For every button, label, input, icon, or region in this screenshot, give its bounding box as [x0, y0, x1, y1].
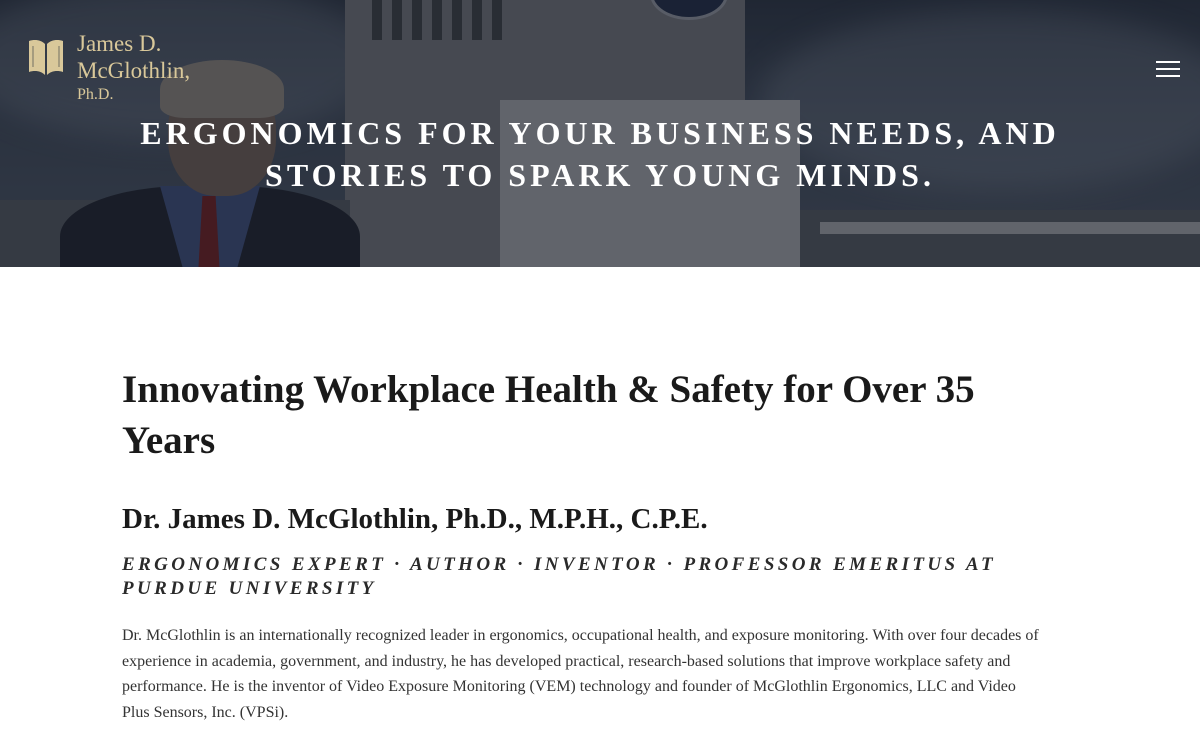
- hero-tagline-line2: STORIES TO SPARK YOUNG MINDS.: [265, 157, 935, 193]
- author-bio: Dr. McGlothlin is an internationally recognized leader in ergonomics, occupational health, and exposure monitoring. With over four decades of experience in academia, government, and industry, he has developed practical, research-based solutions that improve workplace safety and performance. He is the inventor of Video Exposure Monitoring (VEM) technology and founder of McGlothlin Ergonomics, LLC and Video Plus Sensors, Inc. (VPSi).: [122, 627, 1039, 721]
- page-headline: Innovating Workplace Health & Safety for Over 35 Years: [122, 368, 975, 462]
- open-book-icon: [28, 37, 64, 77]
- author-name: Dr. James D. McGlothlin, Ph.D., M.P.H., C.P.E.: [122, 503, 708, 535]
- hamburger-menu-icon[interactable]: [1156, 60, 1182, 80]
- hero-tagline-line1: ERGONOMICS FOR YOUR BUSINESS NEEDS, AND: [140, 115, 1060, 151]
- hero-banner: [0, 0, 1200, 267]
- main-content: [122, 364, 1062, 725]
- hero-tagline: [100, 112, 1100, 196]
- logo-text: [77, 30, 190, 105]
- author-roles: ERGONOMICS EXPERT · AUTHOR · INVENTOR · PROFESSOR EMERITUS AT PURDUE UNIVERSITY: [122, 554, 996, 599]
- logo-name-line1: James D.: [77, 31, 162, 56]
- site-logo[interactable]: [28, 30, 190, 105]
- logo-name-line2: McGlothlin,: [77, 58, 191, 83]
- logo-credential: Ph.D.: [77, 86, 114, 103]
